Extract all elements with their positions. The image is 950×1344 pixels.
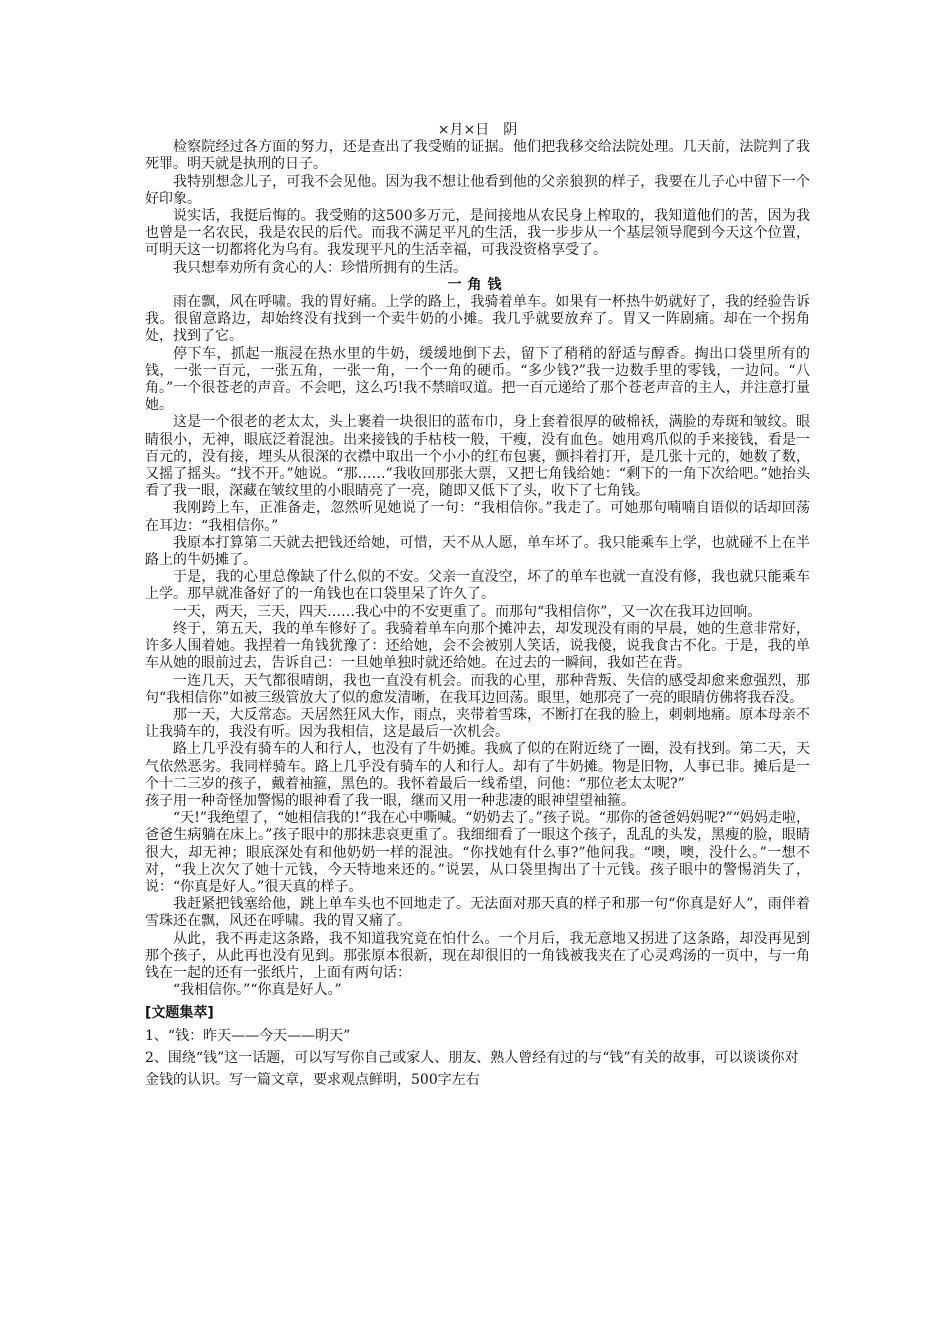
diary-paragraph: 检察院经过各方面的努力，还是查出了我受贿的证据。他们把我移交给法院处理。几天前，法院判了我死罪。明天就是执刑的日子。: [145, 139, 810, 173]
story-paragraph: 我原本打算第二天就去把钱还给她，可惜，天不从人愿，单车坏了。我只能乘车上学，也就碰不上在半路上的牛奶摊了。: [145, 534, 810, 569]
diary-paragraph: 说实话，我挺后悔的。我受贿的这500多万元，是间接地从农民身上榨取的，我知道他们的苦，因为我也曾是一名农民，我是农民的后代。而我不满足平凡的生活，我一步步从一个基层领导爬到今天这个位置，可明天这一切都将化为乌有。我发现平凡的生活幸福，可我没资格享受了。: [145, 208, 810, 259]
exercise-item: 1、“钱：昨天——今天——明天”: [145, 1028, 351, 1045]
story-paragraph: 我刚跨上车，正准备走，忽然听见她说了一句：“我相信你。”我走了。可她那句喃喃自语似的话却回荡在耳边：“我相信你。”: [145, 500, 810, 534]
story-paragraph: 从此，我不再走这条路，我不知道我究竟在怕什么。一个月后，我无意地又拐进了这条路，却没再见到那个孩子，从此再也没有见到。那张原本很新，现在却很旧的一角钱被我夹在了心灵鸡汤的一页中，与一角钱在一起的还有一张纸片，上面有两句话：: [145, 930, 810, 981]
story-paragraph: 停下车，抓起一瓶浸在热水里的牛奶，缓缓地倒下去，留下了稍稍的舒适与醇香。掏出口袋里所有的钱，一张一百元，一张五角，一张一角，一个一角的硬币。“多少钱?”我一边数手里的零钱，一边问。“八角。”一个很苍老的声音。不会吧，这么巧!我不禁暗叹道。把一百元递给了那个苍老声音的主人，并注意打量她。: [145, 345, 810, 414]
story-paragraph: 路上几乎没有骑车的人和行人，也没有了牛奶摊。我疯了似的在附近绕了一圈，没有找到。第二天，天气依然恶劣。我同样骑车。路上几乎没有骑车的人和行人。却有了牛奶摊。物是旧物，人事已非。摊后是一个十二三岁的孩子，戴着袖箍，黑色的。我怀着最后一线希望，问他：“那位老太太呢?”: [145, 741, 810, 792]
exercises-heading: [文题集萃]: [145, 1005, 214, 1022]
story-closing-quote: “我相信你。”“你真是好人。”: [173, 982, 342, 999]
diary-date-header: ×月×日 阴: [437, 122, 518, 138]
story-paragraph: 一连几天，天气都很晴朗，我也一直没有机会。而我的心里，那种背叛、失信的感受却愈来愈强烈，那句“我相信你”如被三级管放大了似的愈发清晰，在我耳边回荡。眼里，她那亮了一亮的眼睛仿佛将我吞没。: [145, 672, 810, 706]
story-paragraph: 终于，第五天，我的单车修好了。我骑着单车向那个摊冲去，却发现没有雨的早晨，她的生意非常好，许多人围着她。我捏着一角钱犹豫了：还给她，会不会被别人笑话，说我傻，说我食古不化。于是，我的单车从她的眼前过去，告诉自己：一旦她单独时就还给她。在过去的一瞬间，我如芒在背。: [145, 620, 810, 672]
story-paragraph: 一天，两天，三天，四天……我心中的不安更重了。而那句“我相信你”，又一次在我耳边回响。: [173, 603, 762, 620]
story-paragraph: 雨在飘，风在呼啸。我的胃好痛。上学的路上，我骑着单车。如果有一杯热牛奶就好了，我的经验告诉我。很留意路边，却始终没有找到一个卖牛奶的小摊。我几乎就要放弃了。胃又一阵剧痛。却在一个拐角处，找到了它。: [145, 294, 810, 345]
story-paragraph: 这是一个很老的老太太，头上裹着一块很旧的蓝布巾，身上套着很厚的破棉袄，满脸的寿斑和皱纹。眼睛很小，无神，眼底泛着混浊。出来接钱的手枯枝一般，干瘦，没有血色。她用鸡爪似的手来接钱，看是一百元的，没有接，埋头从很深的衣襟中取出一个小小的红布包裹，颤抖着打开，是几张十元的，她数了数，又摇了摇头。“找不开。”她说。“那……”我收回那张大票，又把七角钱给她：“剩下的一角下次给吧。”她抬头看了我一眼，深藏在皱纹里的小眼睛亮了一亮，随即又低下了头，收下了七角钱。: [145, 414, 810, 500]
diary-paragraph: 我只想奉劝所有贪心的人：珍惜所拥有的生活。: [173, 259, 467, 276]
story-paragraph: 那一天，大反常态。天居然狂风大作，雨点，夹带着雪珠，不断打在我的脸上，刺刺地痛。原本母亲不让我骑车的，我没有听。因为我相信，这是最后一次机会。: [145, 706, 810, 741]
story-flush-line: 孩子用一种奇怪加警惕的眼神看了我一眼，继而又用一种悲凄的眼神望望袖箍。: [145, 792, 635, 809]
story-title: 一角钱: [447, 276, 508, 293]
document-page: [145, 122, 810, 1091]
exercise-item: 2、围绕“钱”这一话题，可以写写你自己或家人、朋友、熟人曾经有过的与“钱”有关的故事，可以谈谈你对金钱的认识。写一篇文章，要求观点鲜明，500字左右: [145, 1050, 799, 1089]
story-paragraph: “天!”我绝望了，“她相信我的!”我在心中嘶喊。“奶奶去了。”孩子说。“那你的爸爸妈妈呢?”“妈妈走啦，爸爸生病躺在床上。”孩子眼中的那抹悲哀更重了。我细细看了一眼这个孩子，乱乱的头发，黑瘦的脸，眼睛很大，却无神；眼底深处有和他奶奶一样的混浊。“你找她有什么事?”他问我。“噢，噢，没什么。”一想不对，“我上次欠了她十元钱，今天特地来还的。”说罢，从口袋里掏出了十元钱。孩子眼中的警惕消失了，说：“你真是好人。”很天真的样子。: [145, 810, 810, 895]
diary-paragraph: 我特别想念儿子，可我不会见他。因为我不想让他看到他的父亲狼狈的样子，我要在儿子心中留下一个好印象。: [145, 173, 810, 207]
story-paragraph: 于是，我的心里总像缺了什么似的不安。父亲一直没空，坏了的单车也就一直没有修，我也就只能乘车上学。那早就准备好了的一角钱也在口袋里呆了许久了。: [145, 569, 810, 603]
story-paragraph: 我赶紧把钱塞给他，跳上单车头也不回地走了。无法面对那天真的样子和那一句“你真是好人”，雨伴着雪珠还在飘，风还在呼啸。我的胃又痛了。: [145, 896, 810, 930]
